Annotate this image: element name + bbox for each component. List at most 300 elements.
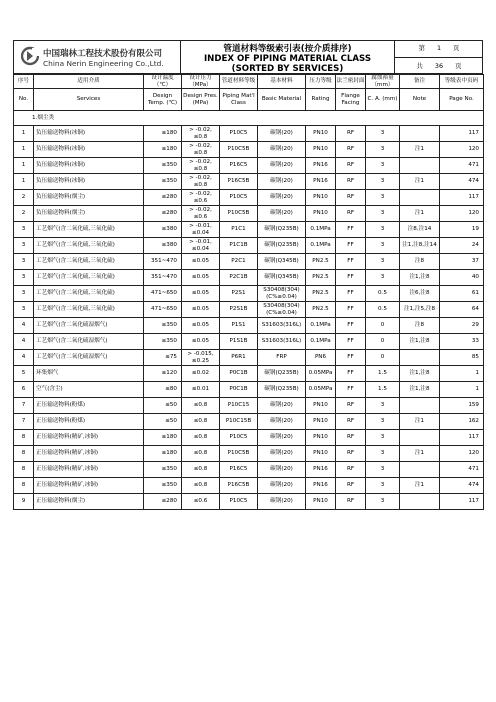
cell-material: 碳钢(20) [258, 478, 306, 494]
cell-note [400, 190, 440, 206]
cell-ca: 0 [366, 350, 400, 366]
cell-facing: FF [336, 286, 366, 302]
page-number: 第 1 页 [418, 44, 460, 52]
cell-material: 碳钢(20) [258, 206, 306, 222]
cell-service: 工艺烟气(含二氧化硫,三氧化硫) [34, 254, 144, 270]
cell-facing: RF [336, 446, 366, 462]
cell-service: 工艺烟气(含二氧化硫湿烟气) [34, 334, 144, 350]
table-row [14, 174, 484, 190]
cell-pres: > -0.02, ≤0.8 [182, 142, 220, 158]
table-row [14, 334, 484, 350]
cell-temp: ≤180 [144, 126, 182, 142]
cell-ca: 1.5 [366, 366, 400, 382]
cell-class: P2C1 [220, 254, 258, 270]
cell-material: 碳钢(20) [258, 398, 306, 414]
cell-class: P10C5 [220, 190, 258, 206]
cell-facing: Flange Facing [336, 89, 366, 111]
cell-no: 4 [14, 350, 34, 366]
cell-service: 负压输送物料(烟尘) [34, 190, 144, 206]
cell-facing: FF [336, 238, 366, 254]
cell-note: 注1,注8 [400, 382, 440, 398]
cell-note: 注1,注8 [400, 334, 440, 350]
cell-class: P10C5B [220, 446, 258, 462]
cell-no: 7 [14, 414, 34, 430]
cell-ca: 3 [366, 446, 400, 462]
cell-rating: PN10 [306, 494, 336, 510]
cell-no: 1 [14, 126, 34, 142]
cell-temp: 471~650 [144, 302, 182, 318]
piping-class-table [13, 74, 484, 510]
cell-pres: ≤0.05 [182, 302, 220, 318]
cell-ca: 3 [366, 238, 400, 254]
cell-temp: ≤380 [144, 222, 182, 238]
cell-facing: RF [336, 190, 366, 206]
cell-no: 3 [14, 302, 34, 318]
cell-service: 负压输送物料(冰铜) [34, 158, 144, 174]
title-cn: 管道材料等级索引表(按介质排序) [223, 44, 352, 54]
cell-material: 碳钢(Q235B) [258, 366, 306, 382]
cell-class: P10C5B [220, 142, 258, 158]
table-row [14, 222, 484, 238]
cell-material: 碳钢(20) [258, 158, 306, 174]
cell-material: 碳钢(20) [258, 414, 306, 430]
cell-facing: FF [336, 382, 366, 398]
cell-temp: ≤350 [144, 158, 182, 174]
page-counter [395, 40, 483, 74]
cell-ca: 3 [366, 254, 400, 270]
cell-page: 1 [440, 366, 484, 382]
cell-note: 注1 [400, 414, 440, 430]
section-row [14, 111, 484, 126]
cell-class: P1S1 [220, 318, 258, 334]
cell-ca: 3 [366, 414, 400, 430]
cell-rating: PN2.5 [306, 254, 336, 270]
table-row [14, 286, 484, 302]
cell-note: 注6,注8 [400, 286, 440, 302]
cell-page: 61 [440, 286, 484, 302]
cell-temp: ≤350 [144, 334, 182, 350]
cell-class: P10C5 [220, 494, 258, 510]
table-row [14, 254, 484, 270]
company-name-cn: 中国瑞林工程技术股份有限公司 [43, 49, 163, 59]
table-row [14, 318, 484, 334]
cell-note: 注1 [400, 478, 440, 494]
cell-material: 碳钢(Q235B) [258, 222, 306, 238]
cell-pres: ≤0.8 [182, 414, 220, 430]
cell-facing: FF [336, 254, 366, 270]
cell-pres: ≤0.05 [182, 286, 220, 302]
cell-class: P16C5B [220, 174, 258, 190]
cell-ca: 3 [366, 174, 400, 190]
cell-temp: ≤180 [144, 446, 182, 462]
cell-pres: ≤0.05 [182, 334, 220, 350]
cell-material: S30408(304)(C%≥0.04) [258, 302, 306, 318]
cell-rating: PN2.5 [306, 302, 336, 318]
cell-temp: ≤350 [144, 462, 182, 478]
cell-note [400, 350, 440, 366]
cell-ca: 3 [366, 430, 400, 446]
cell-class: P10C15B [220, 414, 258, 430]
cell-ca: 3 [366, 142, 400, 158]
cell-material: 碳钢(20) [258, 190, 306, 206]
cell-no: 6 [14, 382, 34, 398]
cell-note: 注1,注8,注14 [400, 238, 440, 254]
cell-pres: ≤0.01 [182, 382, 220, 398]
table-row [14, 142, 484, 158]
cell-no: No. [14, 89, 34, 111]
cell-note [400, 462, 440, 478]
cell-temp: 471~650 [144, 286, 182, 302]
cell-note: 注1,注8 [400, 366, 440, 382]
cell-page: 37 [440, 254, 484, 270]
cell-page: 120 [440, 446, 484, 462]
cell-facing: 法兰密封面 [336, 75, 366, 89]
cell-class: P0C1B [220, 382, 258, 398]
cell-note [400, 430, 440, 446]
cell-service: 正压输送物料(粉煤) [34, 398, 144, 414]
cell-pres: > -0.02, ≤0.6 [182, 190, 220, 206]
cell-service: 正压输送物料(精矿,冰铜) [34, 478, 144, 494]
cell-service: 环集烟气 [34, 366, 144, 382]
cell-temp: ≤350 [144, 174, 182, 190]
cell-class: P2C1B [220, 270, 258, 286]
cell-ca: C. A. (mm) [366, 89, 400, 111]
cell-temp: ≤280 [144, 494, 182, 510]
cell-note: 注1,注5,注8 [400, 302, 440, 318]
cell-pres: ≤0.8 [182, 462, 220, 478]
cell-pres: 设计压力（MPa） [182, 75, 220, 89]
cell-page: 85 [440, 350, 484, 366]
cell-rating: 0.1MPa [306, 238, 336, 254]
cell-no: 4 [14, 334, 34, 350]
cell-page: 474 [440, 478, 484, 494]
cell-rating: PN10 [306, 398, 336, 414]
cell-note: 注1 [400, 446, 440, 462]
company-block [13, 40, 181, 74]
cell-service: 工艺烟气(含二氧化硫,三氧化硫) [34, 238, 144, 254]
document-title [181, 40, 395, 74]
cell-page: Page No. [440, 89, 484, 111]
cell-pres: > -0.02, ≤0.8 [182, 158, 220, 174]
cell-no: 8 [14, 462, 34, 478]
cell-material: 碳钢(20) [258, 462, 306, 478]
cell-ca: 0.5 [366, 286, 400, 302]
cell-note: 注8 [400, 318, 440, 334]
cell-class: P2S1B [220, 302, 258, 318]
cell-page: 159 [440, 398, 484, 414]
company-logo-icon [21, 46, 39, 66]
cell-ca: 3 [366, 126, 400, 142]
table-row [14, 270, 484, 286]
cell-page: 162 [440, 414, 484, 430]
cell-temp: ≤180 [144, 430, 182, 446]
cell-page: 33 [440, 334, 484, 350]
cell-pres: ≤0.8 [182, 398, 220, 414]
cell-material: 碳钢(Q345B) [258, 270, 306, 286]
cell-page: 64 [440, 302, 484, 318]
cell-service: 正压输送物料(粉煤) [34, 414, 144, 430]
cell-pres: ≤0.05 [182, 254, 220, 270]
cell-rating: PN10 [306, 414, 336, 430]
cell-service: 工艺烟气(含二氧化硫湿烟气) [34, 318, 144, 334]
cell-page: 117 [440, 126, 484, 142]
cell-note [400, 158, 440, 174]
table-row [14, 446, 484, 462]
cell-pres: ≤0.6 [182, 494, 220, 510]
cell-material: S31603(316L) [258, 318, 306, 334]
cell-rating: 0.1MPa [306, 334, 336, 350]
cell-rating: PN6 [306, 350, 336, 366]
cell-ca: 3 [366, 206, 400, 222]
cell-temp: ≤75 [144, 350, 182, 366]
cell-temp: ≤350 [144, 478, 182, 494]
cell-class: P10C5 [220, 126, 258, 142]
cell-facing: RF [336, 430, 366, 446]
cell-pres: > -0.01, ≤0.04 [182, 238, 220, 254]
cell-class: P1C1 [220, 222, 258, 238]
cell-material: 碳钢(Q345B) [258, 254, 306, 270]
cell-facing: RF [336, 494, 366, 510]
cell-temp: ≤180 [144, 142, 182, 158]
cell-material: S30408(304)(C%≥0.04) [258, 286, 306, 302]
cell-no: 3 [14, 286, 34, 302]
cell-note: 注1 [400, 142, 440, 158]
cell-rating: PN16 [306, 158, 336, 174]
cell-note: 注1 [400, 206, 440, 222]
title-en-line2: (SORTED BY SERVICES) [231, 64, 344, 74]
cell-note [400, 494, 440, 510]
cell-class: P0C1B [220, 366, 258, 382]
cell-material: 碳钢(20) [258, 494, 306, 510]
cell-temp: ≤280 [144, 190, 182, 206]
cell-note: 注8 [400, 254, 440, 270]
cell-page: 117 [440, 430, 484, 446]
cell-service: 空气(含尘) [34, 382, 144, 398]
cell-ca: 3 [366, 190, 400, 206]
cell-temp: 351~470 [144, 254, 182, 270]
cell-class: 管道材料等级 [220, 75, 258, 89]
cell-rating: PN10 [306, 206, 336, 222]
cell-no: 3 [14, 238, 34, 254]
cell-class: P16C5B [220, 478, 258, 494]
cell-facing: RF [336, 126, 366, 142]
cell-no: 4 [14, 318, 34, 334]
cell-page: 19 [440, 222, 484, 238]
cell-material: 基本材料 [258, 75, 306, 89]
cell-rating: 0.1MPa [306, 222, 336, 238]
cell-rating: 0.1MPa [306, 318, 336, 334]
company-name-en: China Nerin Engineering Co.,Ltd. [43, 59, 164, 68]
cell-page: 117 [440, 190, 484, 206]
cell-temp: ≤350 [144, 318, 182, 334]
cell-ca: 3 [366, 478, 400, 494]
cell-material: 碳钢(20) [258, 446, 306, 462]
table-row [14, 494, 484, 510]
cell-note [400, 126, 440, 142]
cell-temp: Design Temp. (℃) [144, 89, 182, 111]
cell-no: 8 [14, 446, 34, 462]
cell-ca: 3 [366, 462, 400, 478]
table-row [14, 302, 484, 318]
cell-pres: > -0.02, ≤0.8 [182, 174, 220, 190]
cell-service: 适用介质 [34, 75, 144, 89]
cell-page: 120 [440, 142, 484, 158]
cell-no: 1 [14, 158, 34, 174]
cell-no: 3 [14, 222, 34, 238]
cell-pres: ≤0.8 [182, 430, 220, 446]
cell-pres: Design Pres. (MPa) [182, 89, 220, 111]
cell-pres: > -0.01, ≤0.04 [182, 222, 220, 238]
table-row [14, 350, 484, 366]
cell-service: 正压输送物料(精矿,冰铜) [34, 430, 144, 446]
cell-facing: FF [336, 350, 366, 366]
table-row [14, 126, 484, 142]
cell-ca: 0 [366, 334, 400, 350]
cell-material: 碳钢(20) [258, 430, 306, 446]
table-row [14, 190, 484, 206]
cell-facing: FF [336, 334, 366, 350]
cell-rating: PN16 [306, 478, 336, 494]
table-row [14, 366, 484, 382]
cell-material: 碳钢(Q235B) [258, 382, 306, 398]
cell-service: 工艺烟气(含二氧化硫,三氧化硫) [34, 270, 144, 286]
cell-page: 117 [440, 494, 484, 510]
cell-material: 碳钢(Q235B) [258, 238, 306, 254]
cell-material: 碳钢(20) [258, 126, 306, 142]
table-row [14, 430, 484, 446]
cell-rating: PN10 [306, 190, 336, 206]
cell-facing: RF [336, 142, 366, 158]
cell-no: 5 [14, 366, 34, 382]
cell-class: P10C15 [220, 398, 258, 414]
cell-page: 24 [440, 238, 484, 254]
cell-temp: ≤80 [144, 382, 182, 398]
header-row-cn [14, 75, 484, 89]
cell-facing: FF [336, 302, 366, 318]
cell-service: 工艺烟气(含二氧化硫,三氧化硫) [34, 302, 144, 318]
table-row [14, 478, 484, 494]
cell-temp: ≤50 [144, 398, 182, 414]
cell-service: 工艺烟气(含二氧化硫,三氧化硫) [34, 286, 144, 302]
cell-temp: ≤120 [144, 366, 182, 382]
cell-class: P16C5 [220, 462, 258, 478]
cell-facing: RF [336, 414, 366, 430]
cell-note: 注1,注8 [400, 270, 440, 286]
cell-ca: 3 [366, 494, 400, 510]
cell-page: 40 [440, 270, 484, 286]
cell-pres: > -0.015, ≤0.25 [182, 350, 220, 366]
header-row-en [14, 89, 484, 111]
cell-note: 注1 [400, 174, 440, 190]
cell-rating: PN10 [306, 430, 336, 446]
cell-facing: RF [336, 398, 366, 414]
cell-no: 3 [14, 270, 34, 286]
table-row [14, 382, 484, 398]
cell-service: 正压输送物料(烟尘) [34, 494, 144, 510]
cell-class: P1C1B [220, 238, 258, 254]
cell-facing: RF [336, 478, 366, 494]
cell-temp: 设计温度（℃） [144, 75, 182, 89]
cell-pres: > -0.02, ≤0.8 [182, 126, 220, 142]
table-row [14, 462, 484, 478]
table-row [14, 158, 484, 174]
cell-page: 474 [440, 174, 484, 190]
cell-rating: PN10 [306, 126, 336, 142]
cell-pres: ≤0.05 [182, 318, 220, 334]
cell-ca: 腐蚀裕量（mm） [366, 75, 400, 89]
cell-pres: ≤0.05 [182, 270, 220, 286]
cell-facing: RF [336, 174, 366, 190]
cell-page: 1 [440, 382, 484, 398]
cell-material: Basic Material [258, 89, 306, 111]
cell-no: 8 [14, 478, 34, 494]
cell-note: 备注 [400, 75, 440, 89]
cell-page: 471 [440, 462, 484, 478]
cell-service: 正压输送物料(精矿,冰铜) [34, 462, 144, 478]
cell-class: P16C5 [220, 158, 258, 174]
cell-material: 碳钢(20) [258, 174, 306, 190]
cell-rating: 压力等级 [306, 75, 336, 89]
cell-facing: RF [336, 206, 366, 222]
cell-ca: 3 [366, 398, 400, 414]
cell-no: 8 [14, 430, 34, 446]
cell-pres: ≤0.02 [182, 366, 220, 382]
cell-class: P2S1 [220, 286, 258, 302]
section-title: 1.烟尘类 [14, 111, 484, 126]
cell-class: P10C5 [220, 430, 258, 446]
cell-rating: PN10 [306, 446, 336, 462]
cell-pres: ≤0.8 [182, 446, 220, 462]
table-row [14, 238, 484, 254]
cell-ca: 3 [366, 158, 400, 174]
cell-ca: 1.5 [366, 382, 400, 398]
cell-material: S31603(316L) [258, 334, 306, 350]
title-en-line1: INDEX OF PIPING MATERIAL CLASS [203, 54, 372, 64]
cell-class: P1S1B [220, 334, 258, 350]
cell-no: 1 [14, 142, 34, 158]
cell-rating: PN16 [306, 174, 336, 190]
cell-rating: PN16 [306, 462, 336, 478]
cell-pres: > -0.02, ≤0.6 [182, 206, 220, 222]
cell-no: 序号 [14, 75, 34, 89]
cell-no: 2 [14, 190, 34, 206]
cell-facing: FF [336, 270, 366, 286]
cell-rating: Rating [306, 89, 336, 111]
cell-rating: 0.05MPa [306, 382, 336, 398]
cell-material: 碳钢(20) [258, 142, 306, 158]
cell-no: 1 [14, 174, 34, 190]
table-row [14, 206, 484, 222]
cell-page: 471 [440, 158, 484, 174]
cell-facing: FF [336, 318, 366, 334]
cell-service: 负压输送物料(冰铜) [34, 126, 144, 142]
page-counter-divider [395, 57, 483, 58]
cell-facing: RF [336, 462, 366, 478]
cell-service: 工艺烟气(含二氧化硫,三氧化硫) [34, 222, 144, 238]
cell-ca: 0 [366, 318, 400, 334]
cell-pres: ≤0.8 [182, 478, 220, 494]
cell-ca: 3 [366, 270, 400, 286]
cell-service: 工艺烟气(含二氧化硫湿烟气) [34, 350, 144, 366]
cell-service: 负压输送物料(冰铜) [34, 174, 144, 190]
cell-ca: 3 [366, 222, 400, 238]
table-row [14, 414, 484, 430]
cell-temp: ≤380 [144, 238, 182, 254]
cell-page: 29 [440, 318, 484, 334]
cell-no: 7 [14, 398, 34, 414]
cell-class: P10C5B [220, 206, 258, 222]
table-row [14, 398, 484, 414]
